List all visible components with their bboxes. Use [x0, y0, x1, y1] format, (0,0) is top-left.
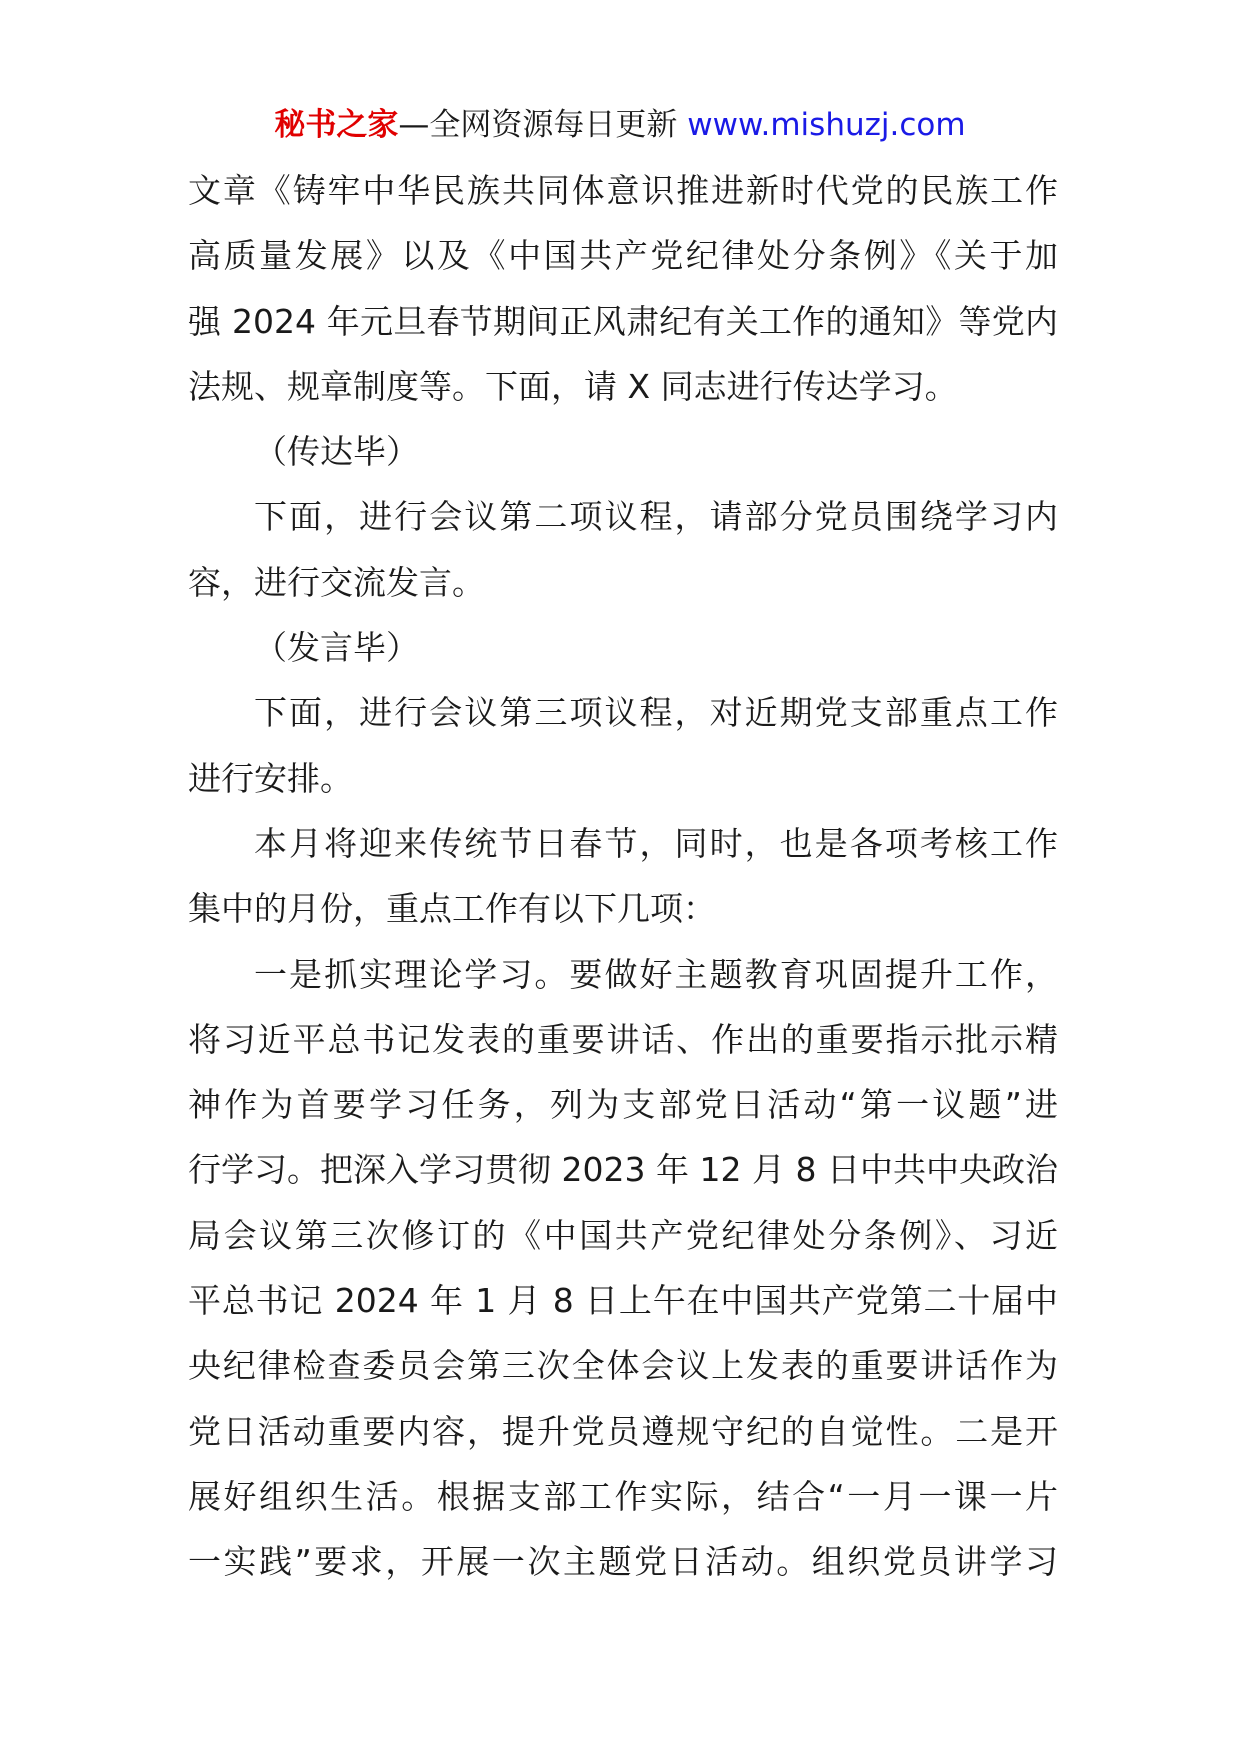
text-line: 高质量发展》以及《中国共产党纪律处分条例》《关于加 — [188, 236, 1058, 276]
text-line: 本月将迎来传统节日春节，同时，也是各项考核工作 — [254, 823, 1058, 863]
brand-name: 秘书之家 — [274, 107, 399, 143]
text-line: 容，进行交流发言。 — [188, 562, 485, 602]
text-line: 下面，进行会议第二项议程，请部分党员围绕学习内 — [254, 497, 1058, 537]
text-line: 文章《铸牢中华民族共同体意识推进新时代党的民族工作 — [188, 171, 1058, 210]
text-line: 进行安排。 — [188, 758, 353, 798]
text-line: 平总书记 2024 年 1 月 8 日上午在中国共产党第二十届中 — [188, 1281, 1058, 1321]
text-line: 神作为首要学习任务，列为支部党日活动“第一议题”进 — [188, 1085, 1058, 1125]
text-line: （传达毕） — [254, 432, 419, 472]
text-line: （发言毕） — [254, 628, 419, 668]
text-line: 一是抓实理论学习。要做好主题教育巩固提升工作， — [254, 954, 1058, 994]
text-line: 强 2024 年元旦春节期间正风肃纪有关工作的通知》等党内 — [188, 301, 1058, 341]
text-line: 法规、规章制度等。下面，请 X 同志进行传达学习。 — [188, 366, 958, 406]
text-line: 一实践”要求，开展一次主题党日活动。组织党员讲学习 — [188, 1542, 1058, 1582]
text-line: 下面，进行会议第三项议程，对近期党支部重点工作 — [254, 693, 1058, 733]
text-line: 行学习。把深入学习贯彻 2023 年 12 月 8 日中共中央政治 — [188, 1150, 1058, 1190]
text-line: 党日活动重要内容，提升党员遵规守纪的自觉性。二是开 — [188, 1411, 1058, 1451]
website-link[interactable]: www.mishuzj.com — [687, 107, 966, 143]
text-line: 集中的月份，重点工作有以下几项： — [188, 889, 716, 929]
text-line: 将习近平总书记发表的重要讲话、作出的重要指示批示精 — [188, 1019, 1058, 1059]
text-line: 央纪律检查委员会第三次全体会议上发表的重要讲话作为 — [188, 1346, 1058, 1386]
document-body — [188, 158, 1058, 1595]
header-tagline: —全网资源每日更新 — [398, 107, 678, 143]
text-line: 局会议第三次修订的《中国共产党纪律处分条例》、习近 — [188, 1215, 1058, 1255]
page-header — [0, 100, 1240, 150]
text-line: 展好组织生活。根据支部工作实际，结合“一月一课一片 — [188, 1476, 1058, 1516]
